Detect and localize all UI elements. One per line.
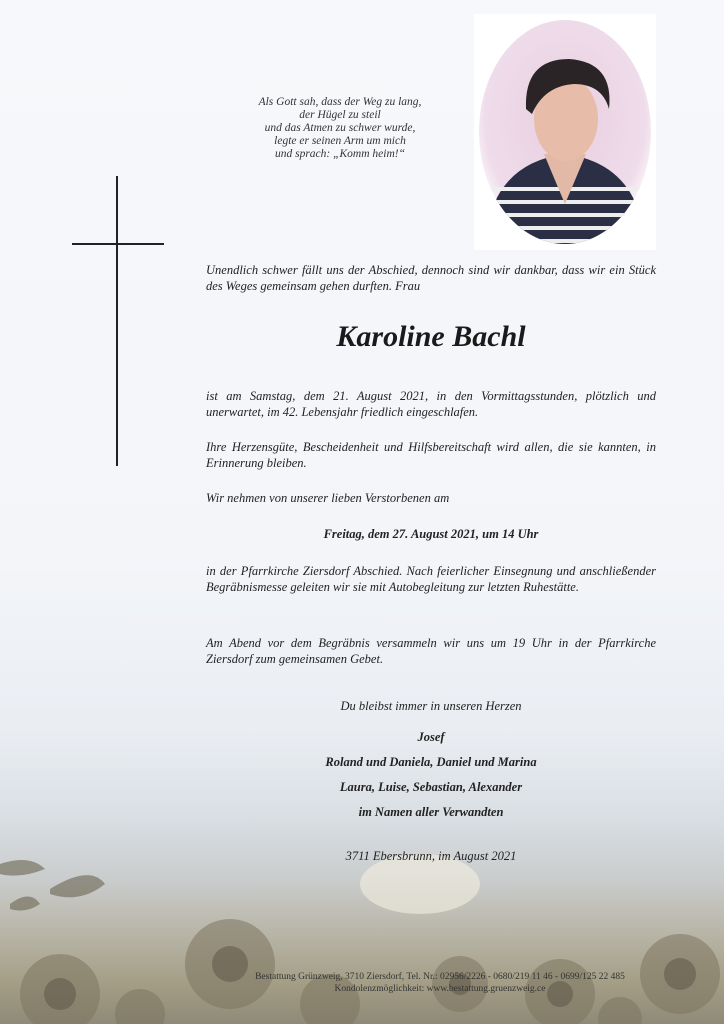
death-notice-text: ist am Samstag, dem 21. August 2021, in den Vormittagsstunden, plötzlich und unerwartet, im 42. Lebensjahr friedlich eingeschlafen. (206, 389, 656, 419)
funeral-text: in der Pfarrkirche Ziersdorf Abschied. Nach feierlicher Einsegnung und anschließender Begräbnismesse geleiten wir sie mit Autobegleitung zur letzten Ruhestätte. (206, 564, 656, 594)
place-date: 3711 Ebersbrunn, im August 2021 (345, 849, 517, 863)
sunflower-field-background (0, 844, 724, 1024)
farewell-intro: Wir nehmen von unserer lieben Verstorbenen am (206, 491, 450, 505)
poem-line: und sprach: „Komm heim!“ (274, 148, 405, 160)
mourner-line: Roland und Daniela, Daniel und Marina (325, 755, 537, 769)
portrait-photo (474, 14, 656, 250)
poem-line: der Hügel zu steil (299, 109, 381, 121)
mourner-line: Josef (417, 730, 445, 744)
prayer-text: Am Abend vor dem Begräbnis versammeln wir uns um 19 Uhr in der Pfarrkirche Ziersdorf zum gemeinsamen Gebet. (206, 636, 656, 666)
cross-bar (72, 243, 164, 245)
deceased-name: Karoline Bachl (336, 320, 526, 353)
mourner-line: im Namen aller Verwandten (358, 805, 504, 819)
mourner-line: Laura, Luise, Sebastian, Alexander (339, 780, 523, 794)
virtues-text: Ihre Herzensgüte, Bescheidenheit und Hilfsbereitschaft wird allen, die sie kannten, in Erinnerung bleiben. (206, 440, 656, 470)
funeral-date: Freitag, dem 27. August 2021, um 14 Uhr (323, 527, 539, 541)
poem-line: Als Gott sah, dass der Weg zu lang, (258, 96, 422, 108)
footer (180, 971, 700, 995)
condolence-link[interactable]: Kondolenzmöglichkeit: www.bestattung.gruenzweig.ce (334, 984, 546, 994)
funeral-home-contact: Bestattung Grünzweig, 3710 Ziersdorf, Tel. Nr.: 02956/2226 - 0680/219 11 46 - 0699/125 22 485 (255, 972, 625, 982)
closing-line: Du bleibst immer in unseren Herzen (340, 699, 522, 713)
poem-line: legte er seinen Arm um mich (274, 135, 406, 147)
poem-line: und das Atmen zu schwer wurde, (264, 122, 416, 134)
cross-icon (116, 176, 118, 466)
poem (220, 96, 460, 161)
intro-text: Unendlich schwer fällt uns der Abschied, dennoch sind wir dankbar, dass wir ein Stück des Weges gemeinsam gehen durften. Frau (206, 263, 656, 293)
